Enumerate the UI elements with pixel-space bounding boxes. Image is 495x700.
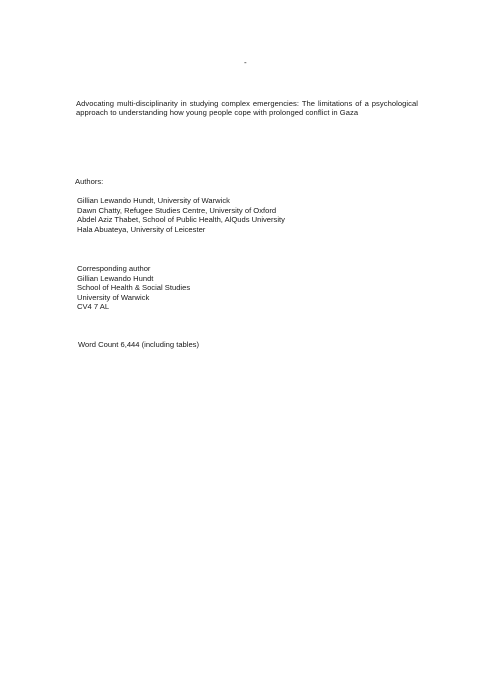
author-entry: Dawn Chatty, Refugee Studies Centre, University of Oxford xyxy=(77,205,277,215)
author-entry: Hala Abuateya, University of Leicester xyxy=(77,224,206,234)
authors-list xyxy=(77,196,285,234)
paper-title: Advocating multi-disciplinarity in studying complex emergencies: The limitations of a psychological approach to understanding how young people cope with prolonged conflict in Gaza xyxy=(76,99,418,117)
corresponding-institution: University of Warwick xyxy=(77,292,150,302)
corresponding-postcode: CV4 7 AL xyxy=(77,302,110,312)
corresponding-department: School of Health & Social Studies xyxy=(77,283,191,293)
author-entry: Abdel Aziz Thabet, School of Public Health, AlQuds University xyxy=(77,215,285,225)
corresponding-label: Corresponding author xyxy=(77,264,151,273)
header-mark: - xyxy=(244,58,247,67)
author-entry: Gillian Lewando Hundt, University of Warwick xyxy=(77,196,230,205)
authors-label: Authors: xyxy=(75,177,104,186)
word-count: Word Count 6,444 (including tables) xyxy=(78,340,200,349)
corresponding-name: Gillian Lewando Hundt xyxy=(77,273,154,283)
corresponding-author-block xyxy=(77,264,190,312)
